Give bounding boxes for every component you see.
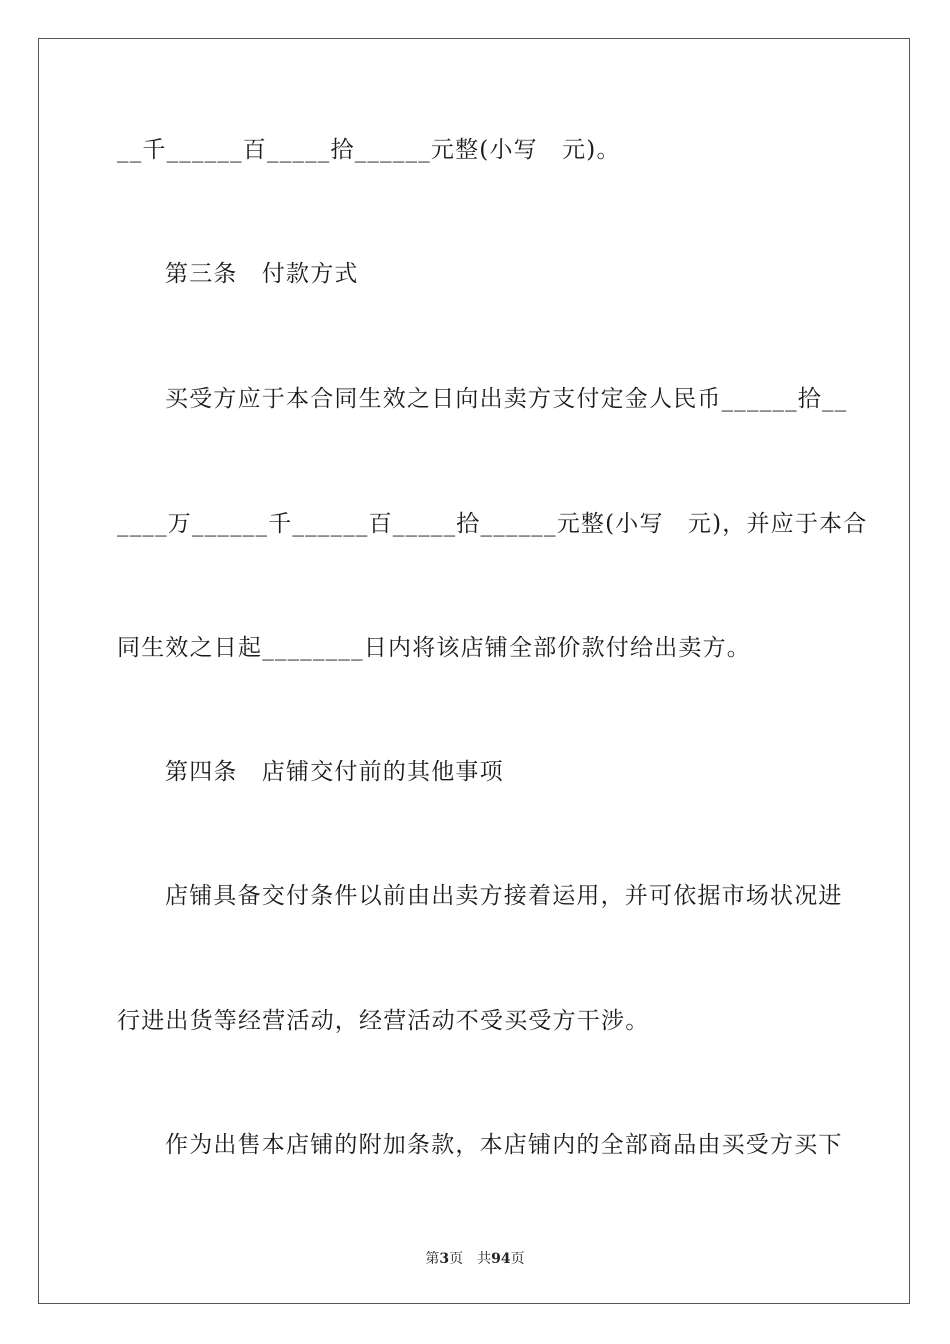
footer-page-suffix: 页 共 xyxy=(449,1251,492,1267)
article-4-paragraph-2-line-1: 作为出售本店铺的附加条款，本店铺内的全部商品由买受方买下 xyxy=(165,1132,843,1158)
footer-total-suffix: 页 xyxy=(510,1251,525,1267)
article-3-paragraph-line-3: 同生效之日起________日内将该店铺全部价款付给出卖方。 xyxy=(117,635,751,661)
footer-total-pages: 94 xyxy=(491,1251,511,1267)
article-3-heading: 第三条 付款方式 xyxy=(165,261,359,287)
article-4-paragraph-1-line-2: 行进出货等经营活动，经营活动不受买受方干涉。 xyxy=(117,1008,650,1034)
article-4-paragraph-1-line-1: 店铺具备交付条件以前由出卖方接着运用，并可依据市场状况进 xyxy=(165,883,843,909)
article-4-heading: 第四条 店铺交付前的其他事项 xyxy=(165,759,504,785)
text-line-amount-continuation: __千______百_____拾______元整(小写 元)。 xyxy=(117,137,621,163)
article-3-paragraph-line-1: 买受方应于本合同生效之日向出卖方支付定金人民币______拾__ xyxy=(165,386,848,412)
page-footer xyxy=(0,1248,950,1268)
footer-page-prefix: 第 xyxy=(425,1251,440,1267)
footer-page-number: 3 xyxy=(439,1251,450,1267)
article-3-paragraph-line-2: ____万______千______百_____拾______元整(小写 元)，并应于本合 xyxy=(117,511,868,537)
page-frame xyxy=(38,38,910,1304)
